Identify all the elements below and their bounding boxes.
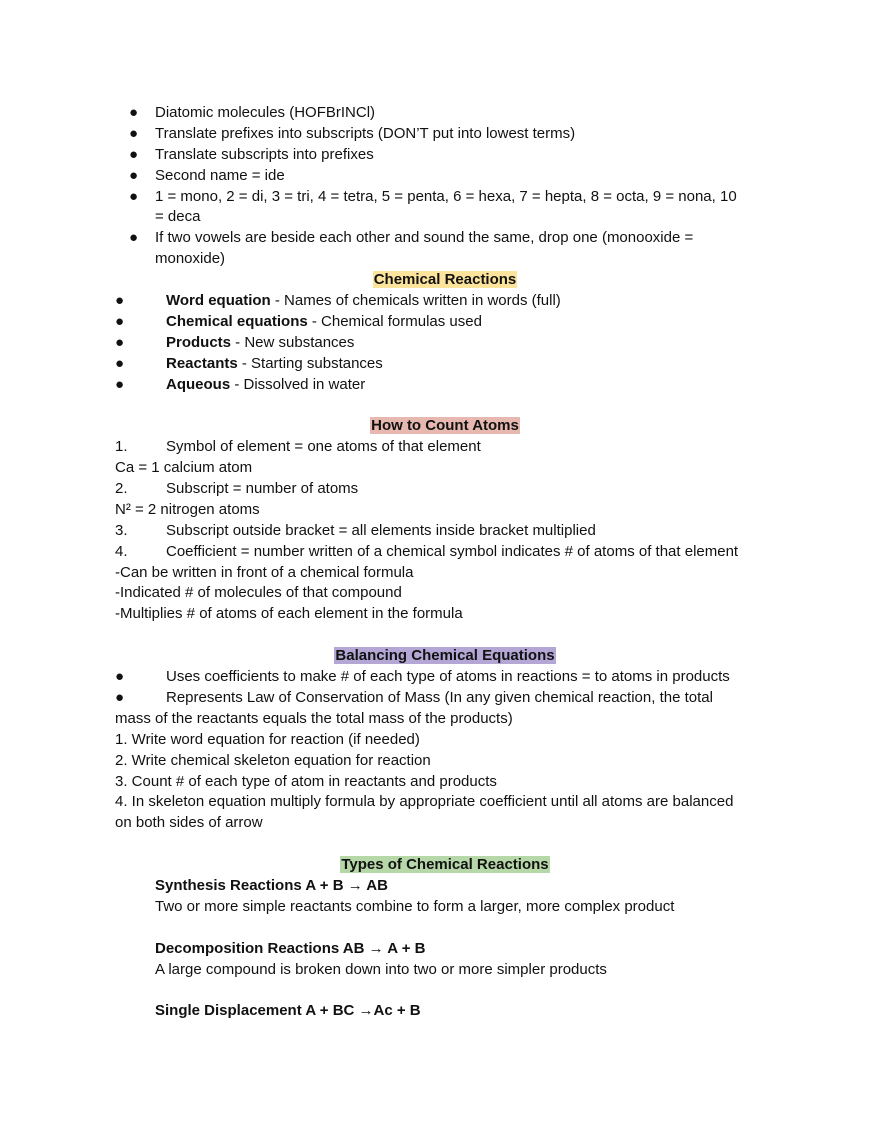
bullet-icon: ● [115, 292, 125, 310]
section-heading-balancing: Balancing Chemical Equations [335, 647, 555, 665]
step: 4. In skeleton equation multiply formula by appropriate coefficient until all atoms are balanced [115, 793, 734, 811]
bullet-icon: ● [115, 375, 125, 393]
term: Aqueous [166, 375, 231, 393]
bullet-icon: ● [129, 187, 139, 205]
list-item-continuation: monoxide) [155, 250, 226, 268]
definition: - New substances [231, 333, 355, 351]
list-item: ● Represents Law of Conservation of Mass (In any given chemical reaction, the total [115, 688, 775, 709]
reaction-type-name: Decomposition Reactions AB → A + B [155, 939, 426, 957]
term: Products [166, 333, 232, 351]
definition-item [115, 354, 775, 375]
step: 2. Write chemical skeleton equation for reaction [115, 751, 431, 769]
bullet-icon: ● [115, 354, 125, 372]
list-item: ● If two vowels are beside each other and sound the same, drop one (monooxide = [115, 228, 775, 249]
list-item: ● Second name = ide [115, 166, 775, 187]
note-line: -Indicated # of molecules of that compound [115, 584, 402, 602]
reaction-type-name: Synthesis Reactions A + B → AB [155, 876, 388, 894]
bullet-icon: ● [129, 104, 139, 121]
term: Chemical equations [166, 312, 308, 330]
definition: - Starting substances [237, 354, 383, 372]
numbered-item: 1. Symbol of element = one atoms of that element [115, 438, 481, 456]
numbered-item: 4. Coefficient = number written of a chemical symbol indicates # of atoms of that element [115, 542, 739, 560]
reaction-type-name: Single Displacement A + BC →Ac + B [155, 1002, 421, 1020]
bullet-icon: ● [115, 688, 125, 706]
definition: - Chemical formulas used [307, 312, 482, 330]
section-heading-types: Types of Chemical Reactions [341, 856, 549, 874]
term: Word equation [166, 292, 271, 310]
note-line: -Multiplies # of atoms of each element in the formula [115, 605, 463, 623]
bullet-icon: ● [129, 145, 139, 163]
bullet-icon: ● [115, 312, 125, 330]
section-heading-chemical-reactions: Chemical Reactions [373, 271, 517, 289]
term: Reactants [166, 354, 238, 372]
definition-item [115, 291, 775, 312]
note-line: -Can be written in front of a chemical formula [115, 563, 414, 581]
definition-item [115, 312, 775, 333]
section-heading-count-atoms: How to Count Atoms [371, 417, 519, 435]
step: 3. Count # of each type of atom in reactants and products [115, 772, 497, 790]
numbered-item: 3. Subscript outside bracket = all elements inside bracket multiplied [115, 521, 596, 539]
note-line: Ca = 1 calcium atom [115, 459, 253, 477]
definition: - Names of chemicals written in words (full) [270, 292, 561, 310]
reaction-type-desc: Two or more simple reactants combine to form a larger, more complex product [155, 897, 675, 915]
note-line: N² = 2 nitrogen atoms [115, 500, 260, 518]
list-item: ● Translate prefixes into subscripts (DON’T put into lowest terms) [115, 124, 775, 145]
list-item: ● 1 = mono, 2 = di, 3 = tri, 4 = tetra, 5 = penta, 6 = hexa, 7 = hepta, 8 = octa, 9 = nona, 10 [115, 187, 775, 208]
list-item-continuation: = deca [155, 208, 201, 226]
definitions-list [115, 291, 775, 395]
bullet-icon: ● [115, 668, 125, 686]
document-page [115, 103, 775, 1022]
bullet-icon: ● [129, 124, 139, 142]
definition-item [115, 375, 775, 396]
reaction-type-desc: A large compound is broken down into two or more simpler products [155, 960, 607, 978]
step: 1. Write word equation for reaction (if needed) [115, 730, 420, 748]
bullet-icon: ● [129, 166, 139, 184]
list-item: ● Translate subscripts into prefixes [115, 145, 775, 166]
list-item: ● Uses coefficients to make # of each type of atoms in reactions = to atoms in products [115, 667, 775, 688]
list-item: ● Diatomic molecules (HOFBrINCl) [115, 103, 775, 124]
definition: - Dissolved in water [230, 375, 366, 393]
bullet-icon: ● [129, 229, 139, 247]
list-item-continuation: mass of the reactants equals the total mass of the products) [115, 709, 513, 727]
numbered-item: 2. Subscript = number of atoms [115, 480, 359, 498]
bullet-icon: ● [115, 333, 125, 351]
count-atoms-list [115, 437, 775, 625]
naming-rules-list [115, 103, 775, 270]
step-continuation: on both sides of arrow [115, 814, 263, 832]
definition-item [115, 333, 775, 354]
